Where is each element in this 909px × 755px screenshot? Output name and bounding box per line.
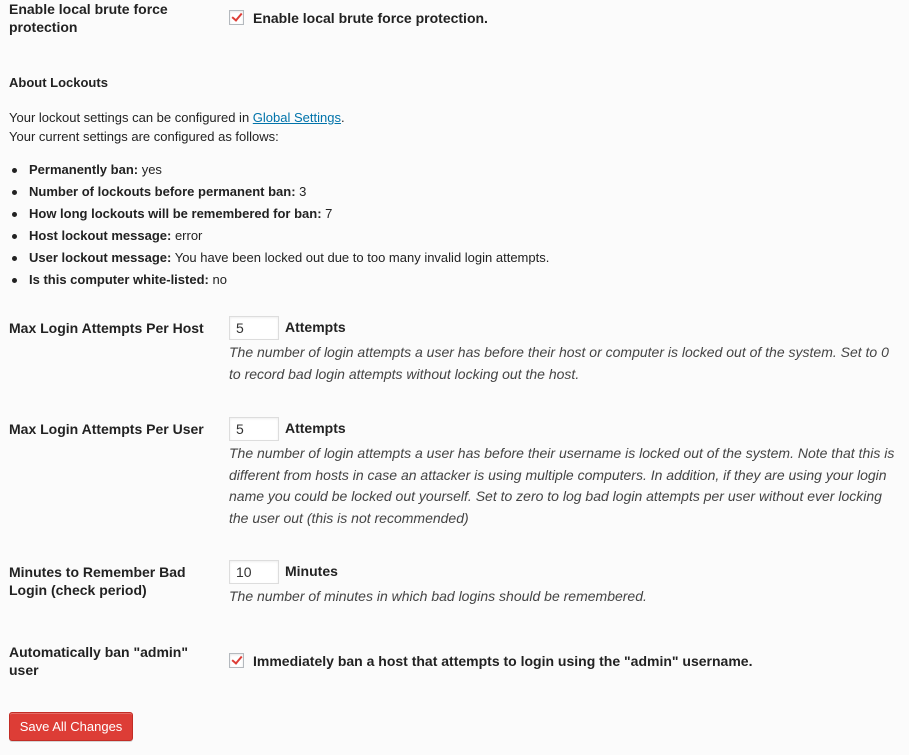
about-line-1-prefix: Your lockout settings can be configured in [9,110,253,125]
setting-value: 3 [295,184,307,199]
setting-value: You have been locked out due to too many invalid login attempts. [171,250,550,265]
max-user-label: Max Login Attempts Per User [9,421,204,437]
about-lockouts-heading: About Lockouts [9,75,108,90]
admin-ban-checkbox-label[interactable]: Immediately ban a host that attempts to login using the "admin" username. [253,653,753,669]
setting-key: Permanently ban: [29,162,139,177]
lockout-settings-list [9,159,549,291]
admin-ban-label: Automatically ban "admin" user [9,644,188,678]
about-line-1 [9,108,345,127]
setting-key: Number of lockouts before permanent ban: [29,184,296,199]
max-user-input[interactable] [229,417,279,441]
brute-force-checkbox-label[interactable]: Enable local brute force protection. [253,10,488,26]
brute-force-checkbox[interactable] [229,10,244,25]
max-user-description: The number of login attempts a user has before their username is locked out of the system. Note that this is different from hosts in case an attacker is using multiple computers. In addition, if they are using your login name you could be locked out yourself. Set to zero to log bad login attempts per user without ever locking the user out (this is not recommended) [229,445,895,526]
check-period-input[interactable] [229,560,279,584]
list-item [9,225,549,247]
check-period-label: Minutes to Remember Bad Login (check period) [9,564,186,598]
check-period-unit: Minutes [285,563,338,579]
max-host-description: The number of login attempts a user has before their host or computer is locked out of the system. Set to 0 to record bad login attempts without locking out the host. [229,344,889,382]
save-all-changes-button[interactable]: Save All Changes [9,712,133,741]
list-item [9,247,549,269]
max-host-label: Max Login Attempts Per Host [9,320,204,336]
about-line-2: Your current settings are configured as follows: [9,129,279,144]
list-item [9,159,549,181]
setting-value: error [171,228,203,243]
list-item [9,181,549,203]
list-item [9,269,549,291]
setting-value: 7 [321,206,333,221]
setting-value: no [208,272,227,287]
brute-force-label: Enable local brute force protection [9,1,168,35]
setting-value: yes [138,162,162,177]
global-settings-link[interactable]: Global Settings [252,110,341,125]
max-user-unit: Attempts [285,420,346,436]
setting-key: User lockout message: [29,250,172,265]
setting-key: How long lockouts will be remembered for ban: [29,206,322,221]
list-item [9,203,549,225]
check-period-description: The number of minutes in which bad logins should be remembered. [229,588,647,604]
admin-ban-checkbox[interactable] [229,653,244,668]
setting-key: Is this computer white-listed: [29,272,209,287]
about-line-1-suffix: . [340,110,345,125]
max-host-unit: Attempts [285,319,346,335]
max-host-input[interactable] [229,316,279,340]
setting-key: Host lockout message: [29,228,172,243]
